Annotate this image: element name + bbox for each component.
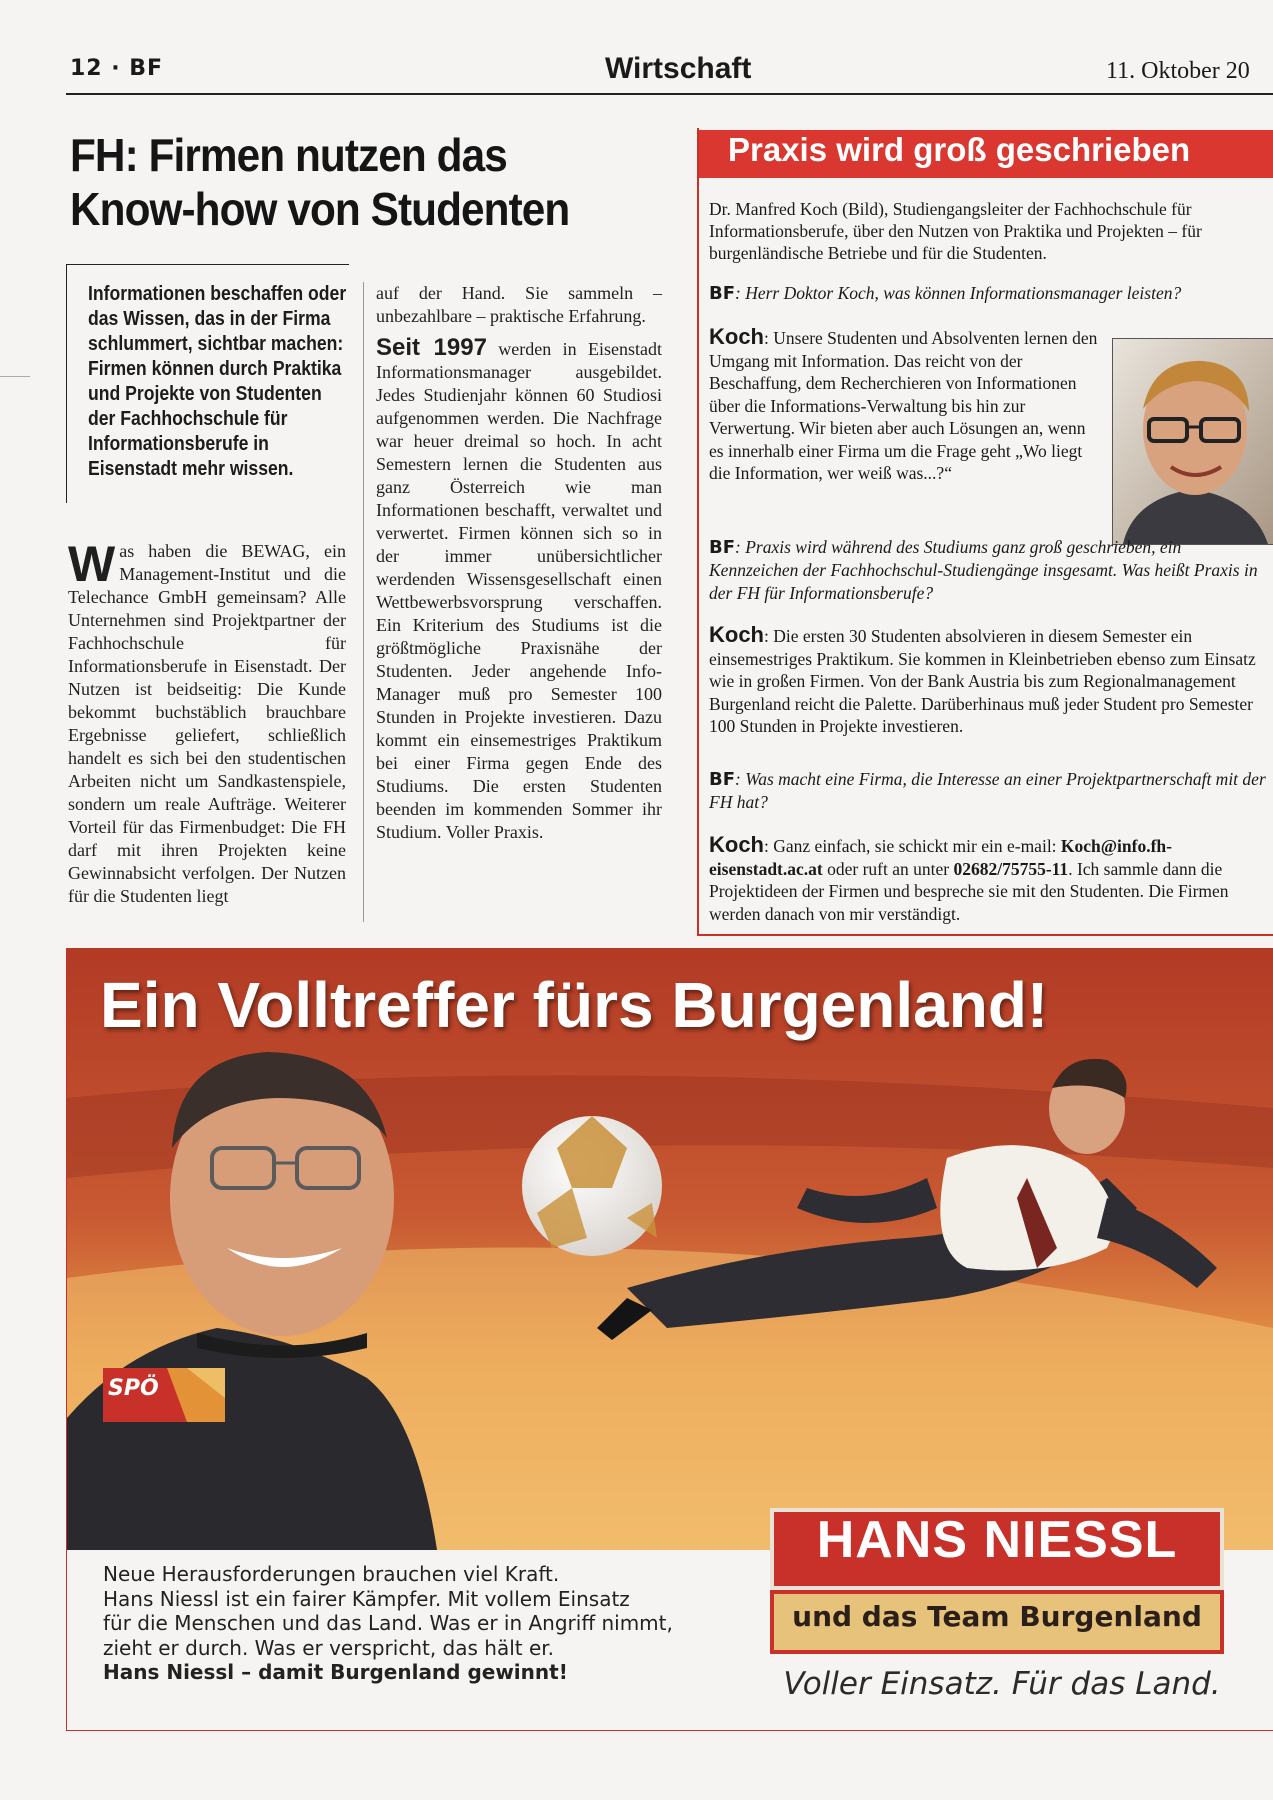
question-2-text: Praxis wird während des Studiums ganz groß geschrieben, ein Kennzeichen der Fachhochschul-Studiengänge insgesamt. Was heißt Praxis in der FH für Informationsberufe?: [709, 537, 1258, 603]
answer-3-text-1: Ganz einfach, sie schickt mir ein e-mail:: [773, 836, 1061, 856]
portrait-illustration: [1113, 339, 1273, 544]
bf-label: BF: [709, 283, 736, 304]
page-number-label: 12 · BF: [70, 56, 164, 81]
ad-body-copy: [103, 1562, 723, 1685]
headline-line-1: FH: Firmen nutzen das: [70, 129, 507, 181]
ad-body-line: zieht er durch. Was er verspricht, das hält er.: [103, 1635, 555, 1660]
drop-cap: W: [68, 536, 116, 592]
candidate-name: HANS NIESSL: [816, 1511, 1178, 1569]
margin-tick: [0, 376, 30, 377]
article-headline: [70, 128, 640, 237]
ad-body-tagline: Hans Niessl – damit Burgenland gewinnt!: [103, 1660, 568, 1684]
question-3: BF: Was macht eine Firma, die Interesse an einer Projektpartnerschaft mit der FH hat?: [709, 769, 1266, 812]
article-lead: Informationen beschaffen oder das Wissen, das in der Firma schlummert, sichtbar machen: Firmen können durch Praktika und Projekte von Studenten der Fachhochschule für Informationsberufe in Eisenstadt mehr wissen.: [88, 283, 347, 480]
answer-3-text-2: oder ruft an unter: [822, 858, 954, 879]
subhead-seit: Seit 1997: [376, 334, 487, 361]
answer-1-text: Unsere Studenten und Absolventen lernen den Umgang mit Information. Das reicht von der Beschaffung, dem Recherchieren von Informationen über die Informations-Verwaltung bis hin zur Verwertung. Wir bieten aber auch Lösungen an, wenn es innerhalb einer Firma um die Frage geht „Wo liegt die Information, wer weiß was...?“: [709, 328, 1098, 483]
interview-intro: Dr. Manfred Koch (Bild), Studiengangsleiter der Fachhochschule für Informationsberufe, über den Nutzen von Praktika und Projekten – für burgenländische Betriebe und für die Studenten.: [709, 199, 1202, 263]
answer-1: Koch: Unsere Studenten und Absolventen lernen den Umgang mit Information. Das reicht von der Beschaffung, dem Recherchieren von Informationen über die Informations-Verwaltung bis hin zur Verwertung. Wir bieten aber auch Lösungen an, wenn es innerhalb einer Firma um die Frage geht „Wo liegt die Information, wer weiß was...?“: [709, 324, 1098, 483]
question-1: BF: Herr Doktor Koch, was können Informationsmanager leisten?: [709, 283, 1182, 304]
interview-title: Praxis wird groß geschrieben: [728, 131, 1191, 168]
ad-body-line: für die Menschen und das Land. Was er in Angriff nimmt,: [103, 1611, 673, 1635]
column-1-text: as haben die BEWAG, ein Management-Institut und die Telechance GmbH gemeinsam? Alle Unternehmen sind Projektpartner der Fachhochschule für Informationsberufe in Eisenstadt. Der Nutzen ist beidseitig: Die Kunde bekommt buchstäblich brauchbare Ergebnisse geliefert, schließlich handelt es sich bei den studentischen Arbeiten nicht um Sandkastenspiele, sondern um reale Aufträge. Weiterer Vorteil für das Firmenbudget: Die FH darf mit ihren Projekten keine Gewinnabsicht verfolgen. Der Nutzen für die Studenten liegt: [68, 541, 346, 906]
answer-3-text-3: . Ich sammle dann die Projektideen der Firmen und bespreche sie mit den Studenten. Die Firmen werden danach von mir verständigt.: [709, 858, 1229, 924]
question-2: BF: Praxis wird während des Studiums ganz groß geschrieben, ein Kennzeichen der Fachhochschul-Studiengänge insgesamt. Was heißt Praxis in der FH für Informationsberufe?: [709, 537, 1258, 603]
koch-portrait-photo: [1112, 338, 1273, 545]
column-2-para-2: [376, 336, 662, 844]
section-title: Wirtschaft: [605, 52, 752, 85]
team-label: und das Team Burgenland: [792, 1600, 1202, 1633]
ad-slogan: Voller Einsatz. Für das Land.: [783, 1666, 1221, 1702]
column-divider: [363, 282, 364, 922]
answer-2-text: Die ersten 30 Studenten absolvieren in diesem Semester ein einsemestriges Praktikum. Sie kommen in Kleinbetrieben ebenso zum Einsatz wie in großen Firmen. Von der Bank Austria bis zum Regionalmanagement Burgenland reicht die Palette. Darüberhinaus muß jeder Student pro Semester 100 Stunden in Projekte investieren.: [709, 626, 1256, 736]
koch-label: Koch: [709, 324, 764, 349]
answer-2: Koch: Die ersten 30 Studenten absolvieren in diesem Semester ein einsemestriges Praktikum. Sie kommen in Kleinbetrieben ebenso zum Einsatz wie in großen Firmen. Von der Bank Austria bis zum Regionalmanagement Burgenland reicht die Palette. Darüberhinaus muß jeder Student pro Semester 100 Stunden in Projekte investieren.: [709, 622, 1256, 736]
contact-email: Koch@info.fh-eisenstadt.ac.at: [709, 836, 1172, 879]
article-column-2: [376, 282, 662, 844]
koch-label: Koch: [709, 622, 764, 647]
column-2-text: werden in Eisenstadt Informationsmanager ausgebildet. Jedes Studienjahr können 60 Studiosi aufgenommen werden. Die Nachfrage war heuer dreimal so hoch. In acht Semestern lernen die Studenten aus ganz Österreich wie man Informationen beschafft, verwaltet und verwertet. Firmen können sich so in der immer unübersichtlicher werdenden Wissensgesellschaft einen Wettbewerbsvorsprung verschaffen. Ein Kriterium des Studiums ist die größtmögliche Praxisnähe der Studenten. Jeder angehende Info-Manager muß pro Semester 100 Stunden in Projekte investieren. Dazu kommt ein einsemestriges Praktikum bei einer Firma gegen Ende des Studiums. Die ersten Studenten beenden im kommenden Sommer ihr Studium. Voller Praxis.: [376, 339, 662, 842]
column-2-para-1: auf der Hand. Sie sammeln – unbezahlbare – praktische Erfahrung.: [376, 283, 662, 326]
article-column-1: [68, 536, 346, 908]
ad-headline: Ein Volltreffer fürs Burgenland!: [100, 969, 1049, 1041]
headline-line-2: Know-how von Studenten: [70, 183, 570, 236]
question-3-text: Was macht eine Firma, die Interesse an einer Projektpartnerschaft mit der FH hat?: [709, 769, 1266, 812]
ad-body-line: Neue Herausforderungen brauchen viel Kraft.: [103, 1562, 560, 1586]
koch-label: Koch: [709, 832, 764, 857]
spo-logo-text: SPÖ: [108, 1376, 159, 1401]
bf-label: BF: [709, 769, 736, 790]
answer-3: Koch: Ganz einfach, sie schickt mir ein e-mail: Koch@info.fh-eisenstadt.ac.at oder ruft an unter 02682/75755-11. Ich sammle dann die Projektideen der Firmen und bespreche sie mit den Studenten. Die Firmen werden danach von mir verständigt.: [709, 832, 1229, 924]
issue-date: 11. Oktober 20: [1106, 58, 1250, 84]
bf-label: BF: [709, 537, 736, 558]
header-rule: [66, 93, 1273, 95]
ad-body-line: Hans Niessl ist ein fairer Kämpfer. Mit vollem Einsatz: [103, 1586, 630, 1611]
contact-phone: 02682/75755-11: [953, 858, 1069, 879]
question-1-text: Herr Doktor Koch, was können Informationsmanager leisten?: [745, 283, 1182, 303]
